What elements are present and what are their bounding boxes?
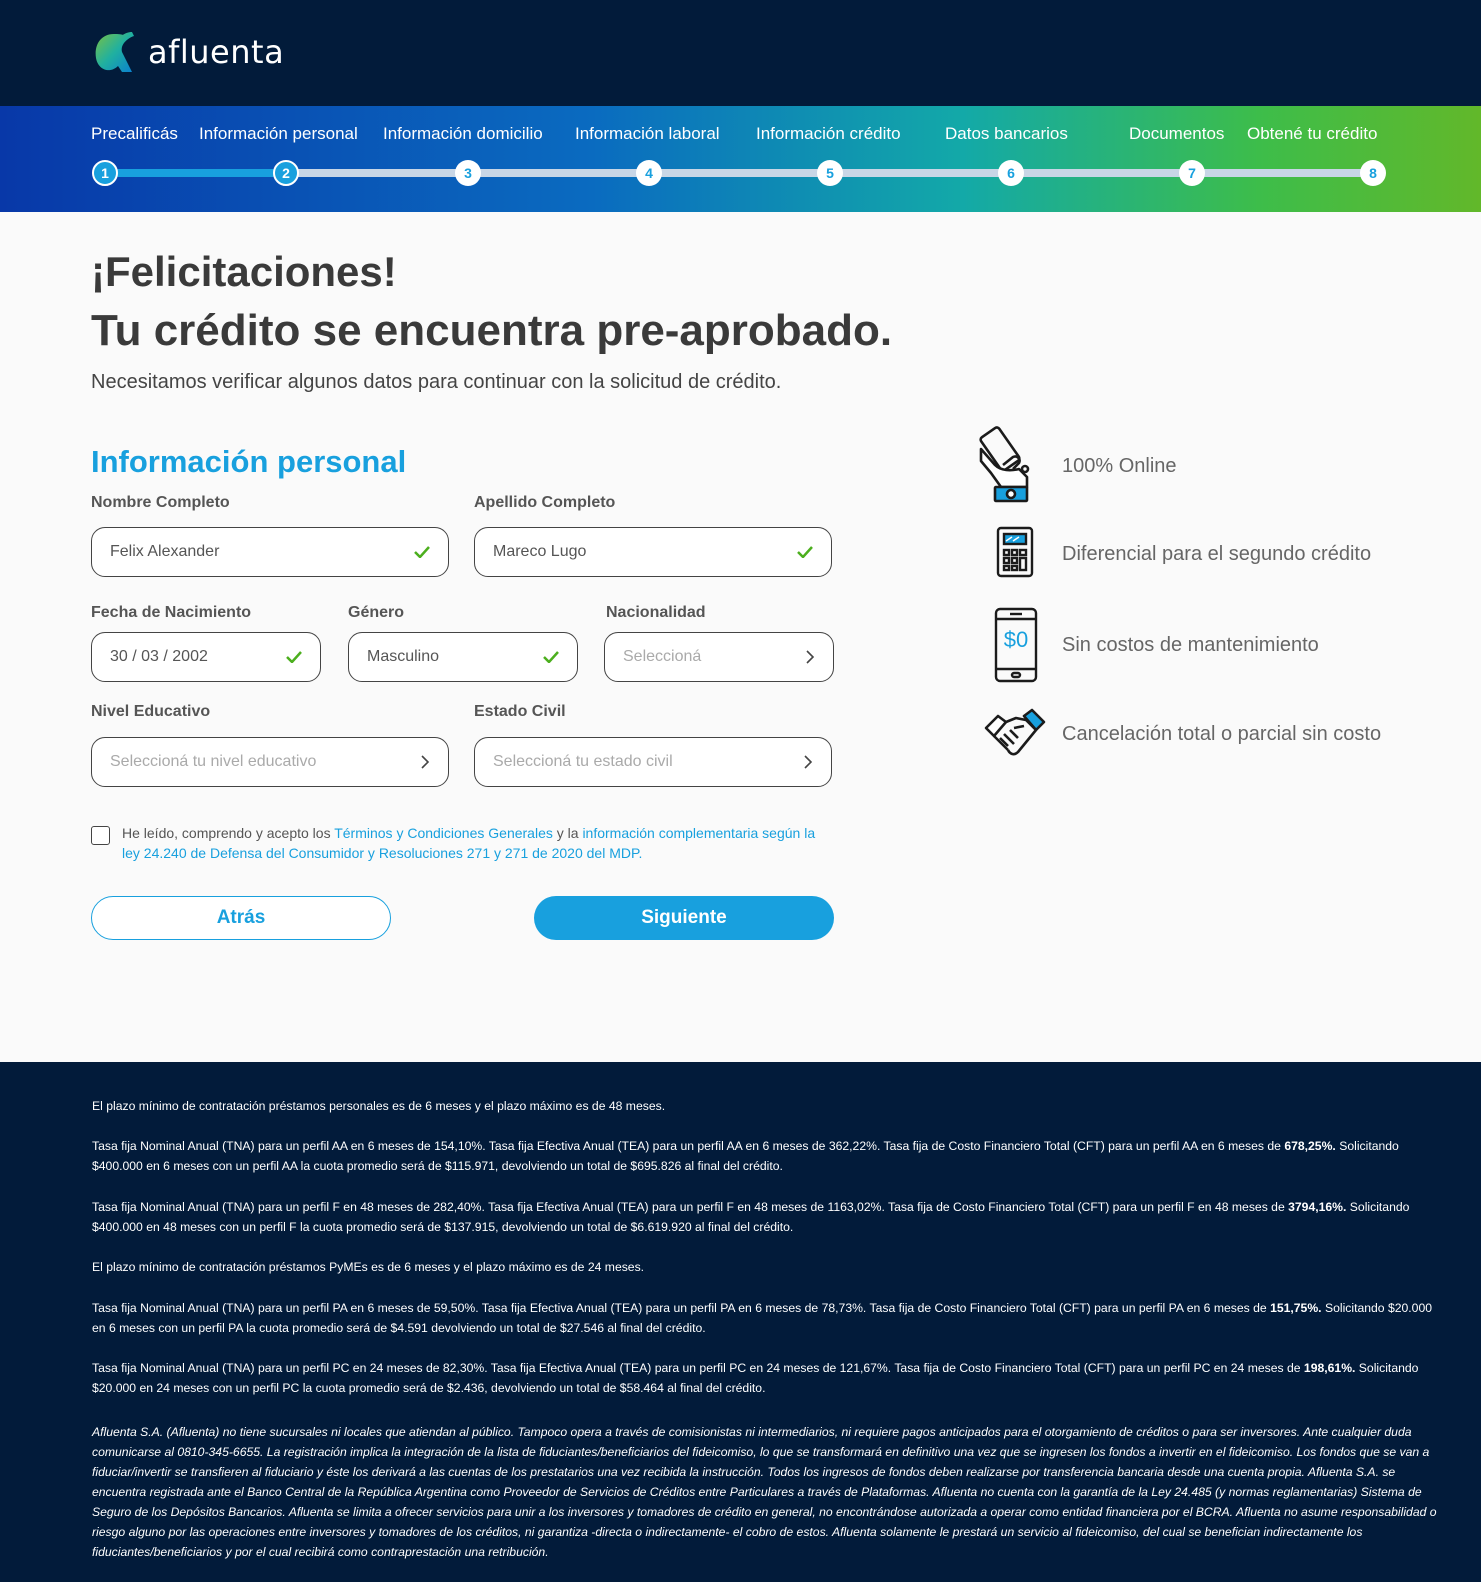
preapproved-title: Tu crédito se encuentra pre-aprobado. [91,306,893,355]
footer-p5-c: Solicitando $20.000 en 6 meses con un perfil PA la cuota promedio será de $4.591 devolviendo un total de $27.546 al final del crédito. [92,1301,1433,1335]
footer-p1: El plazo mínimo de contratación préstamos personales es de 6 meses y el plazo máximo es de 48 meses. [92,1099,666,1113]
check-icon [414,546,430,558]
nacionalidad-placeholder: Seleccioná [623,648,702,665]
nivel-select[interactable] [91,737,449,787]
fecha-label: Fecha de Nacimiento [91,604,252,621]
estado-label: Estado Civil [474,703,566,720]
calculator-icon [996,526,1034,578]
section-title: Información personal [91,444,407,479]
terms-mid: y la [552,825,583,841]
apellido-input[interactable] [474,527,832,577]
step-label-2[interactable]: Información personal [199,124,358,143]
back-button[interactable]: Atrás [91,896,391,940]
terms-link[interactable]: Términos y Condiciones Generales [334,825,553,841]
step-dot-8: 8 [1360,160,1386,186]
step-dot-6: 6 [998,160,1024,186]
congrats-title: ¡Felicitaciones! [91,248,397,295]
footer-p6 [92,1358,1442,1398]
step-dot-7: 7 [1179,160,1205,186]
step-label-8: Obtené tu crédito [1247,124,1378,143]
footer-p3-b: 3794,16%. [1288,1200,1347,1214]
terms-pre: He leído, comprendo y acepto los [122,825,335,841]
feature-online: 100% Online [1062,455,1177,477]
step-dot-3: 3 [455,160,481,186]
check-icon [543,651,559,663]
hand-phone-icon [973,425,1037,505]
check-icon [286,651,302,663]
nacionalidad-label: Nacionalidad [606,604,706,621]
step-label-7: Documentos [1129,124,1225,143]
footer-disclaimer: Afluenta S.A. (Afluenta) no tiene sucursales ni locales que atiendan al público. Tampoco opera a través de comisionistas ni intermediarios, ni requiere pagos anticipados para el otorgamiento de créditos o para ser inversores. Ante cualquier duda comunicarse al 0810-345-6655. La registración implica la integración de la lista de fiduciantes/beneficiarios del fideicomiso, lo que se transformará en definitivo una vez que se ingresen los fondos a invertir en el fideicomiso. Los fondos que se van a fiduciar/invertir se transfieren al fiduciario y éste los derivará a las cuentas de los prestatarios una vez recibida la instrucción. Todos los ingresos de fondos deben realizarse por transferencia bancaria desde una cuenta propia. Afluenta S.A. se encuentra registrada ante el Banco Central de la República Argentina como Proveedor de Servicios de Créditos entre Particulares a través de Plataformas. Afluenta no cuenta con la garantía de la Ley 24.485 (y normas reglamentarias) Sistema de Seguro de los Depósitos Bancarios. Afluenta se limita a ofrecer servicios para unir a los inversores y tomadores de crédito en general, no encontrándose autorizada a operar como entidad financiera por el BCRA. Afluenta no asume responsabilidad o riesgo alguno por las operaciones entre inversores y tomadores de los créditos, ni garantiza -directa o indirectamente- el cobro de estos. Afluenta solamente le prestará un servicio al fideicomiso, del cual se benefician indirectamente los fiduciantes/beneficiarios y por el cual recibirá como contraprestación una retribución. [92,1425,1437,1559]
step-label-6: Datos bancarios [945,124,1068,143]
chevron-right-icon [803,754,813,770]
footer-p4: El plazo mínimo de contratación préstamos PyMEs es de 6 meses y el plazo máximo es de 24 meses. [92,1260,645,1274]
step-dot-2[interactable]: 2 [273,160,299,186]
check-icon [797,546,813,558]
feature-cancellation: Cancelación total o parcial sin costo [1062,723,1382,745]
step-label-3: Información domicilio [383,124,543,143]
fecha-value: 30 / 03 / 2002 [110,648,208,665]
footer-p5-a: Tasa fija Nominal Anual (TNA) para un perfil PA en 6 meses de 59,50%. Tasa fija Efectiva Anual (TEA) para un perfil PA en 6 meses de 78,73%. Tasa fija de Costo Financiero Total (CFT) para un perfil PA en 6 meses de [92,1301,1271,1315]
step-dot-5: 5 [817,160,843,186]
step-dot-1[interactable]: 1 [92,160,118,186]
afluenta-logo[interactable] [92,30,284,74]
footer-p5 [92,1298,1442,1338]
footer [0,1062,1481,1582]
footer-p6-c: Solicitando $20.000 en 24 meses con un perfil PC la cuota promedio será de $2.436, devolviendo un total de $58.464 al final del crédito. [92,1361,1419,1395]
subtitle: Necesitamos verificar algunos datos para continuar con la solicitud de crédito. [91,371,782,393]
footer-p2-c: Solicitando $400.000 en 6 meses con un perfil AA la cuota promedio será de $115.971, devolviendo un total de $695.826 al final del crédito. [92,1139,1399,1173]
feature-second-credit: Diferencial para el segundo crédito [1062,543,1372,565]
estado-placeholder: Seleccioná tu estado civil [493,753,673,770]
handshake-icon [984,708,1046,764]
genero-value: Masculino [367,648,440,665]
footer-p2 [92,1136,1442,1176]
nivel-label: Nivel Educativo [91,703,211,720]
chevron-right-icon [805,649,815,665]
step-label-1[interactable]: Precalificás [91,124,178,143]
top-bar [0,0,1481,106]
apellido-value: Mareco Lugo [493,543,587,560]
footer-p6-b: 198,61%. [1303,1361,1356,1375]
genero-select[interactable] [348,632,578,682]
progress-stepper [0,106,1481,212]
terms-checkbox[interactable] [91,826,110,845]
nombre-label: Nombre Completo [91,494,230,511]
logo-text: afluenta [148,33,285,71]
next-button[interactable]: Siguiente [534,896,834,940]
footer-p3-a: Tasa fija Nominal Anual (TNA) para un perfil F en 48 meses de 282,40%. Tasa fija Efectiva Anual (TEA) para un perfil F en 48 meses de 1163,02%. Tasa fija de Costo Financiero Total (CFT) para un perfil F en 48 meses de [92,1200,1289,1214]
phone-zero-cost-icon [994,607,1038,683]
genero-label: Género [348,604,405,621]
chevron-right-icon [420,754,430,770]
feature-no-maintenance: Sin costos de mantenimiento [1062,634,1319,656]
step-dot-4: 4 [636,160,662,186]
estado-select[interactable] [474,737,832,787]
consumer-info-link[interactable]: información complementaria según la ley 24.240 de Defensa del Consumidor y Resoluciones 271 y 271 de 2020 del MDP. [122,825,816,861]
nombre-input[interactable] [91,527,449,577]
footer-p2-a: Tasa fija Nominal Anual (TNA) para un perfil AA en 6 meses de 154,10%. Tasa fija Efectiva Anual (TEA) para un perfil AA en 6 meses de 362,22%. Tasa fija de Costo Financiero Total (CFT) para un perfil AA en 6 meses de [92,1139,1285,1153]
logo-mark-icon [92,30,140,74]
step-label-4: Información laboral [575,124,720,143]
zero-cost-badge: $0 [1003,627,1029,652]
footer-p2-b: 678,25%. [1284,1139,1336,1153]
stepper-progress [105,169,286,177]
footer-p6-a: Tasa fija Nominal Anual (TNA) para un perfil PC en 24 meses de 82,30%. Tasa fija Efectiva Anual (TEA) para un perfil PC en 24 meses de 121,67%. Tasa fija de Costo Financiero Total (CFT) para un perfil PC en 24 meses de [92,1361,1304,1375]
footer-p3-c: Solicitando $400.000 en 48 meses con un perfil F la cuota promedio será de $137.915, devolviendo un total de $6.619.920 al final del crédito. [92,1200,1410,1234]
terms-text [122,823,832,863]
nacionalidad-select[interactable] [604,632,834,682]
nombre-value: Felix Alexander [110,543,220,560]
footer-p5-b: 151,75%. [1270,1301,1322,1315]
step-label-5: Información crédito [756,124,901,143]
apellido-label: Apellido Completo [474,494,616,511]
footer-p3 [92,1197,1442,1237]
fecha-input[interactable] [91,632,321,682]
nivel-placeholder: Seleccioná tu nivel educativo [110,753,317,770]
